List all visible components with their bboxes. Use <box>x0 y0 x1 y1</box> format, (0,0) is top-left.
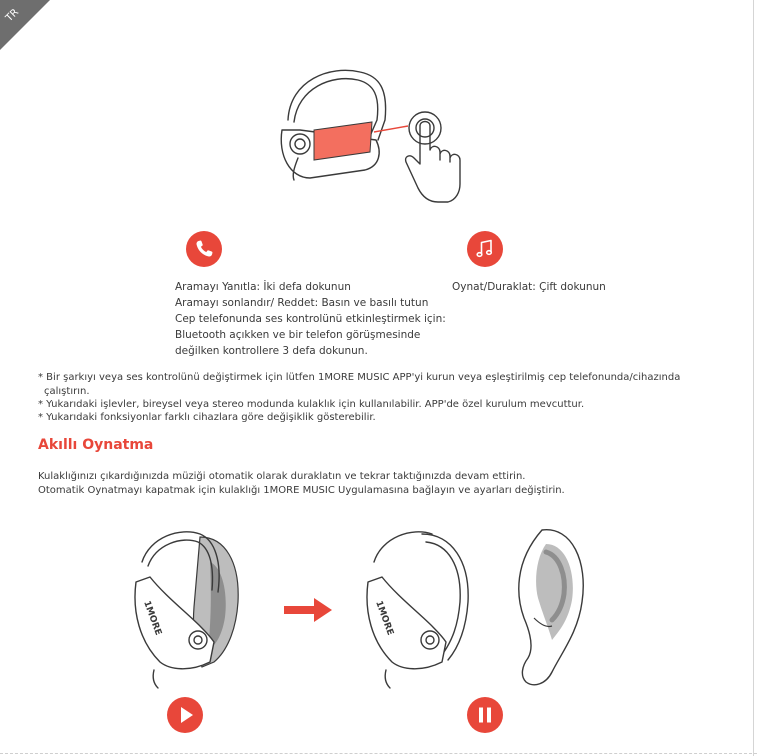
brand-logo: 1MORE <box>141 599 163 637</box>
music-control-badge <box>467 231 503 267</box>
language-tag: TR <box>4 6 22 25</box>
note-2: * Yukarıdaki işlevler, bireysel veya stereo modunda kulaklık için kullanılabilir. APP'de özel kurulum mevcuttur. <box>38 399 585 410</box>
language-corner-tab <box>0 0 50 50</box>
smart-play-paragraph-line-1: Kulaklığınızı çıkardığınızda müziği otomatik olarak duraklatın ve tekrar taktığınızda devam ettirin. <box>38 471 526 482</box>
call-line-end: Aramayı sonlandır/ Reddet: Basın ve basılı tutun <box>175 297 429 309</box>
call-line-bluetooth: Bluetooth açıkken ve bir telefon görüşmesinde <box>175 329 421 341</box>
pause-icon <box>467 697 503 733</box>
play-badge <box>167 697 203 733</box>
page-bottom-rule <box>0 753 757 754</box>
brand-logo: 1MORE <box>373 599 395 637</box>
smart-play-heading: Akıllı Oynatma <box>38 437 154 453</box>
page-edge-rule <box>753 0 754 756</box>
play-icon <box>167 697 203 733</box>
earbud-touch-illustration <box>270 60 470 210</box>
call-control-badge <box>186 231 222 267</box>
note-1: * Bir şarkıyı veya ses kontrolünü değiştirmek için lütfen 1MORE MUSIC APP'yi kurun veya eşleştirilmiş cep telefonunda/cihazında <box>38 372 681 383</box>
call-line-answer: Aramayı Yanıtla: İki defa dokunun <box>175 281 351 293</box>
arrow-right-icon <box>284 598 332 622</box>
earbud-removed-illustration <box>362 522 482 692</box>
earbud-worn-illustration <box>130 522 250 692</box>
call-line-voice-control: Cep telefonunda ses kontrolünü etkinleştirmek için: <box>175 313 446 325</box>
note-3: * Yukarıdaki fonksiyonlar farklı cihazlara göre değişiklik gösterebilir. <box>38 412 376 423</box>
pause-badge <box>467 697 503 733</box>
call-line-tap-three: değilken kontrollere 3 defa dokunun. <box>175 345 368 357</box>
ear-illustration <box>512 522 592 692</box>
music-line-play-pause: Oynat/Duraklat: Çift dokunun <box>452 281 606 293</box>
music-note-icon <box>467 231 503 267</box>
smart-play-paragraph-line-2: Otomatik Oynatmayı kapatmak için kulaklığı 1MORE MUSIC Uygulamasına bağlayın ve ayarları değiştirin. <box>38 485 565 496</box>
phone-icon <box>186 231 222 267</box>
note-1-cont: çalıştırın. <box>44 386 90 397</box>
